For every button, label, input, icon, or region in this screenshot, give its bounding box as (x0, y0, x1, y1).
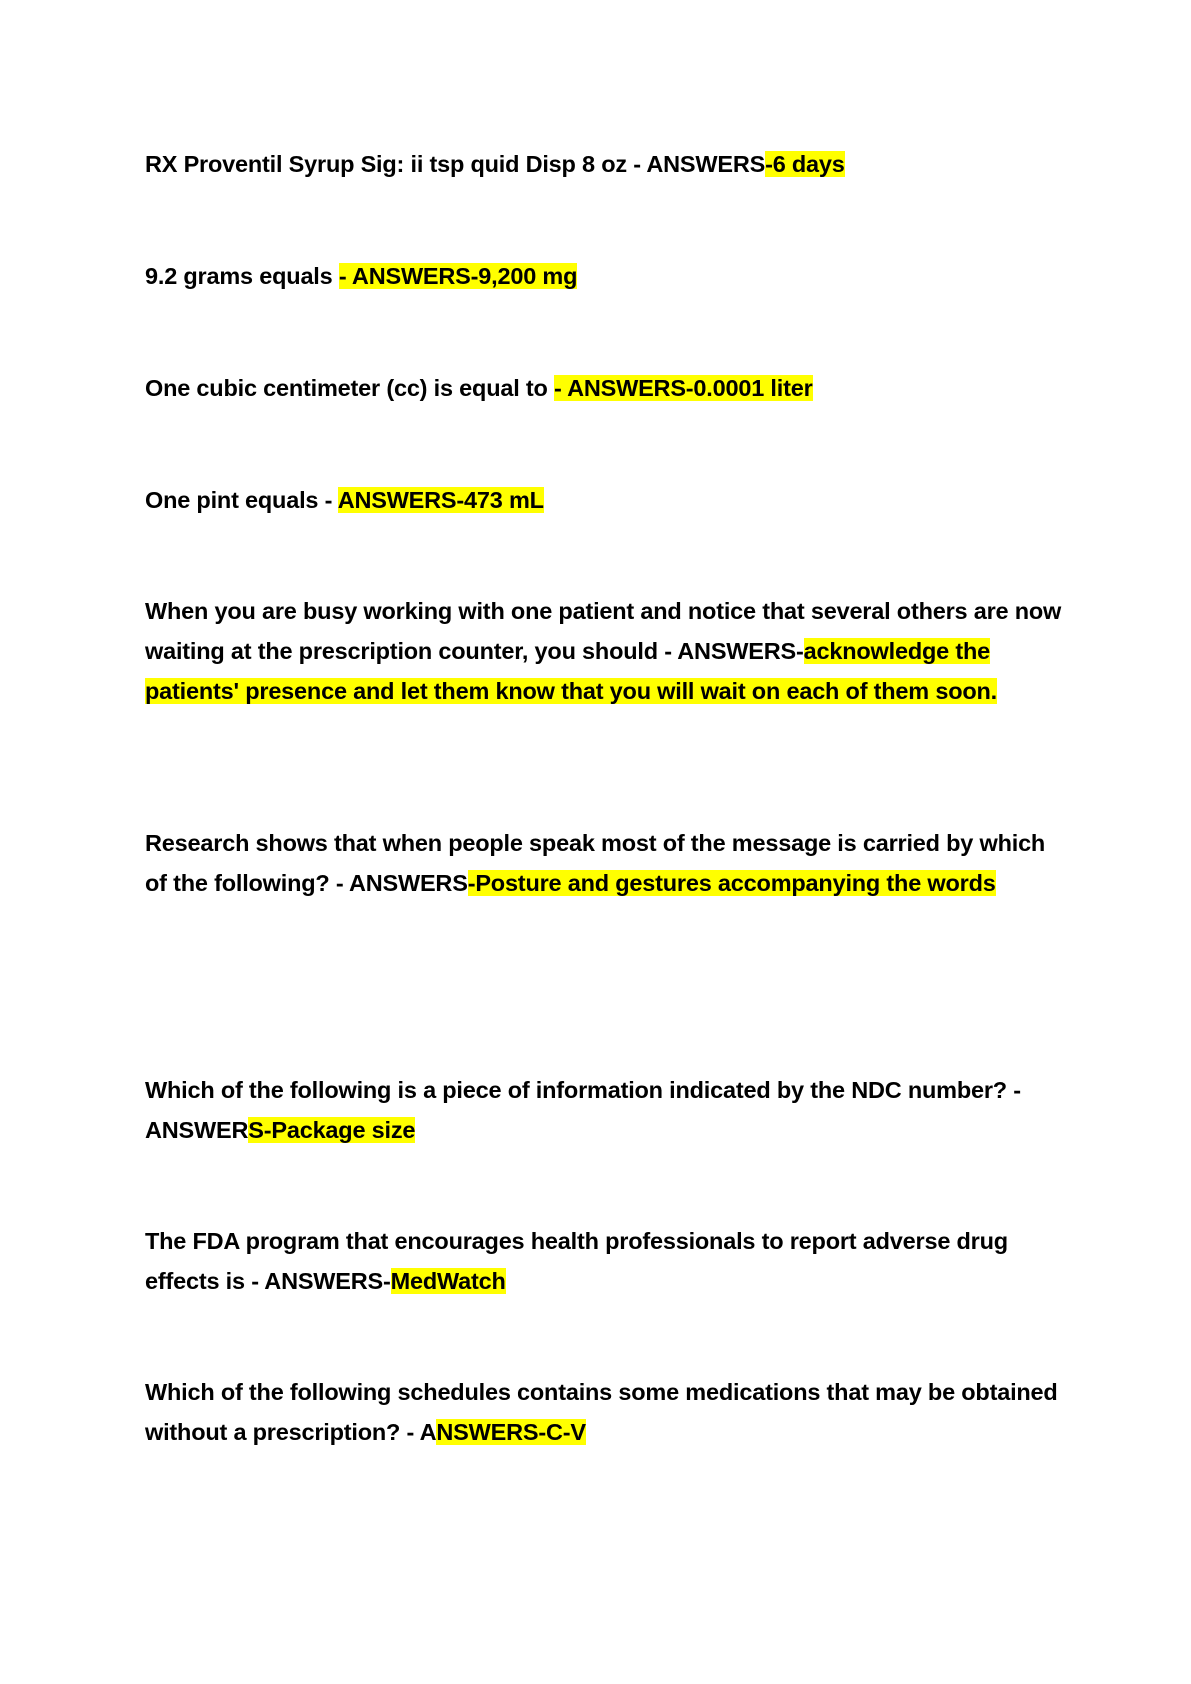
qa-item (145, 1070, 1065, 1150)
qa-item (145, 368, 1065, 408)
question-text: When you are busy working with one patient and notice that several others are now waiting at the prescription counter, you should - ANSWERS- (145, 598, 1062, 664)
answer-highlight: S-Package size (248, 1117, 416, 1143)
qa-item (145, 591, 1065, 711)
question-text: Which of the following is a piece of information indicated by the NDC number? - ANSWER (145, 1077, 1021, 1143)
question-text: Research shows that when people speak most of the message is carried by which of the following? - ANSWERS (145, 830, 1046, 896)
answer-highlight: acknowledge the patients' presence and let them know that you will wait on each of them soon. (145, 638, 997, 704)
qa-item (145, 144, 1065, 184)
answer-highlight: -6 days (765, 151, 845, 177)
question-text: One pint equals - (145, 487, 338, 513)
answer-highlight: - ANSWERS-9,200 mg (338, 263, 578, 289)
question-text: One cubic centimeter (cc) is equal to (145, 375, 554, 401)
answer-highlight: ANSWERS-473 mL (337, 487, 544, 513)
answer-highlight: - ANSWERS-0.0001 liter (554, 375, 813, 401)
question-text: 9.2 grams equals (145, 263, 339, 289)
qa-item (145, 823, 1065, 903)
question-text: RX Proventil Syrup Sig: ii tsp quid Disp 8 oz - ANSWERS (145, 151, 766, 177)
answer-highlight: NSWERS-C-V (436, 1419, 586, 1445)
qa-item (145, 256, 1065, 296)
answer-highlight: -Posture and gestures accompanying the words (467, 870, 996, 896)
question-text: Which of the following schedules contains some medications that may be obtained without a prescription? - A (145, 1379, 1058, 1445)
answer-highlight: MedWatch (390, 1268, 506, 1294)
question-text: The FDA program that encourages health professionals to report adverse drug effects is - ANSWERS- (145, 1228, 1008, 1294)
qa-item (145, 480, 1065, 520)
qa-item (145, 1372, 1065, 1452)
qa-item (145, 1221, 1065, 1301)
